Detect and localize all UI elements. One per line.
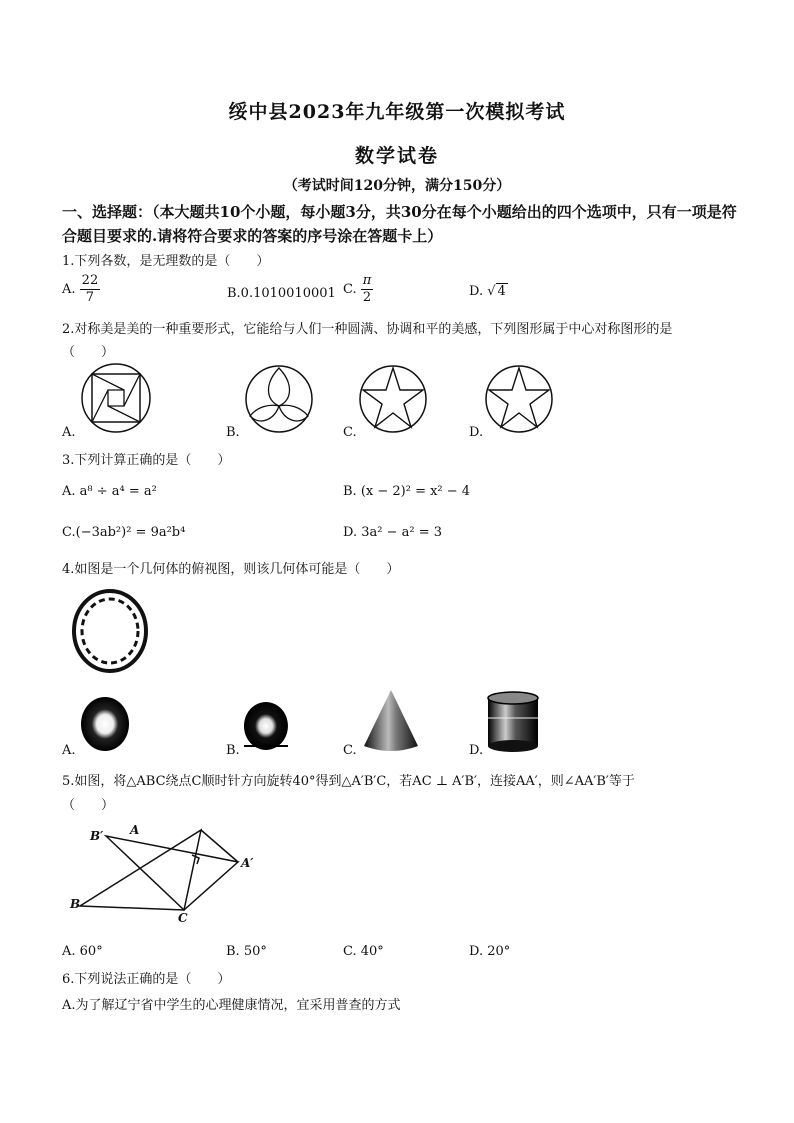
figure-circle-square-pinwheel bbox=[80, 362, 152, 434]
option-label: D. bbox=[469, 284, 484, 299]
exam-info: （考试时间120分钟，满分150分） bbox=[283, 178, 511, 194]
q4-label-a: A. bbox=[62, 743, 76, 758]
q1-option-c bbox=[343, 273, 373, 306]
question-4-stem: 4.如图是一个几何体的俯视图，则该几何体可能是（ ） bbox=[62, 562, 400, 577]
q3-option-b: B. (x − 2)² = x² − 4 bbox=[343, 484, 471, 499]
q2-label-d: D. bbox=[469, 425, 484, 440]
figure-circle-star-c bbox=[358, 364, 428, 434]
solid-b-ring bbox=[242, 700, 290, 752]
point-label-b: B bbox=[70, 897, 81, 911]
q3-option-d: D. 3a² − a² = 3 bbox=[343, 525, 443, 540]
question-6-stem: 6.下列说法正确的是（ ） bbox=[62, 972, 231, 987]
solid-c-cone bbox=[362, 688, 420, 754]
question-5-stem: 5.如图，将△ABC绕点C顺时针方向旋转40°得到△A′B′C，若AC ⊥ A′B′，连接AA′，则∠AA′B′等于 bbox=[62, 774, 635, 789]
figure-circle-star-d bbox=[484, 364, 554, 434]
q2-label-c: C. bbox=[343, 425, 357, 440]
fraction bbox=[80, 273, 101, 306]
radicand: 4 bbox=[497, 284, 506, 299]
question-5-stem-cont: （ ） bbox=[62, 798, 115, 813]
question-2-stem: 2.对称美是美的一种重要形式，它能给与人们一种圆满、协调和平的美感，下列图形属于中心对称图形的是 bbox=[62, 322, 673, 337]
q4-label-c: C. bbox=[343, 743, 357, 758]
point-label-c: C bbox=[178, 911, 188, 925]
q5-option-d: D. 20° bbox=[469, 944, 511, 959]
q3-option-c: C.(−3ab²)² = 9a²b⁴ bbox=[62, 525, 186, 540]
q4-label-d: D. bbox=[469, 743, 484, 758]
sqrt-icon: √ bbox=[487, 284, 496, 299]
option-label: A. bbox=[62, 282, 76, 297]
numerator: π bbox=[362, 273, 372, 288]
q3-option-a: A. a⁸ ÷ a⁴ = a² bbox=[62, 484, 157, 499]
option-label: C. bbox=[343, 282, 357, 297]
q6-option-a: A.为了解辽宁省中学生的心理健康情况，宜采用普查的方式 bbox=[62, 998, 401, 1013]
q2-label-a: A. bbox=[62, 425, 76, 440]
question-2-stem-cont: （ ） bbox=[62, 345, 115, 360]
q5-option-b: B. 50° bbox=[226, 944, 267, 959]
question-1-stem: 1.下列各数，是无理数的是（ ） bbox=[62, 254, 270, 269]
exam-title: 绥中县2023年九年级第一次模拟考试 bbox=[228, 101, 566, 123]
question-3-stem: 3.下列计算正确的是（ ） bbox=[62, 453, 231, 468]
fraction bbox=[361, 273, 374, 306]
denominator: 7 bbox=[85, 290, 95, 305]
figure-top-view-ring bbox=[70, 588, 150, 674]
solid-d-cylinder bbox=[486, 690, 540, 754]
point-label-a-prime: A′ bbox=[241, 856, 254, 870]
figure-circle-three-petals bbox=[244, 364, 314, 434]
section-heading: 一、选择题：（本大题共10个小题，每小题3分，共30分在每个小题给出的四个选项中，只有一项是符合题目要求的.请将符合要求的答案的序号涂在答题卡上） bbox=[62, 203, 737, 245]
numerator: 22 bbox=[81, 273, 99, 288]
q1-option-d bbox=[469, 284, 508, 299]
denominator: 2 bbox=[362, 290, 372, 305]
solid-a-ring bbox=[80, 696, 130, 752]
q4-label-b: B. bbox=[226, 743, 240, 758]
q5-option-a: A. 60° bbox=[62, 944, 103, 959]
point-label-a: A bbox=[130, 823, 140, 837]
q2-label-b: B. bbox=[226, 425, 240, 440]
exam-subtitle: 数学试卷 bbox=[354, 145, 439, 167]
q5-option-c: C. 40° bbox=[343, 944, 384, 959]
q1-option-b: B.0.1010010001 bbox=[227, 286, 336, 301]
point-label-b-prime: B′ bbox=[90, 829, 104, 843]
q1-option-a bbox=[62, 273, 100, 306]
